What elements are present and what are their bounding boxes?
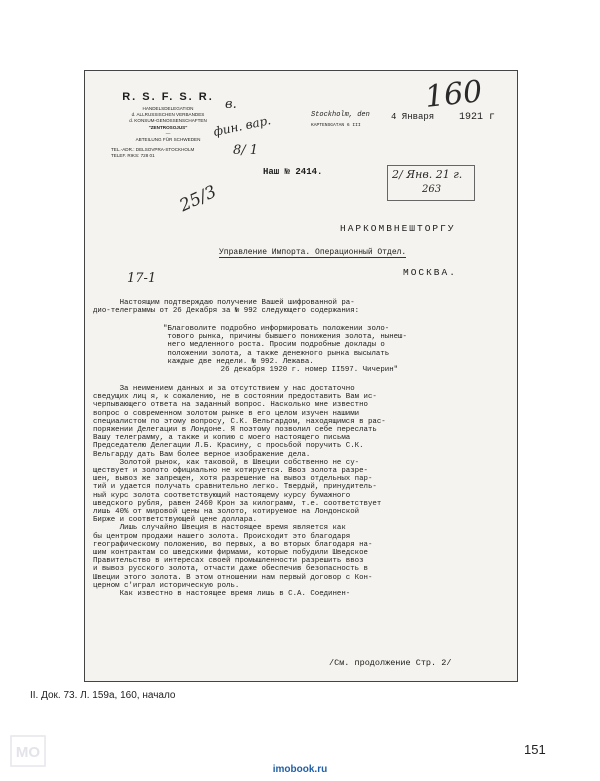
header-date-day: 4 Января [391, 112, 435, 122]
recipient-dept: Управление Импорта. Операционный Отдел. [219, 248, 407, 257]
letterhead-address: TEL.-ADR.: DELSOVPRA-STOCKHOLM [111, 147, 195, 153]
stamp-number: 263 [422, 184, 442, 195]
letterhead-phone: TELEF. RIKS: 728 01 [111, 153, 155, 159]
header-city: Stockholm, den [311, 111, 370, 119]
document-scan [84, 70, 518, 682]
letterhead-line: — [165, 130, 171, 136]
recipient-org: НАРКОМВНЕШТОРГУ [340, 223, 456, 234]
handwritten-note: 8/ 1 [233, 143, 259, 158]
body-intro: Настоящим подтверждаю получение Вашей шифрованной ра- дио-телеграммы от 26 Декабря за № 992 следующего содержания: [93, 299, 360, 316]
letterhead-org: R. S. F. S. R. [122, 91, 214, 103]
outgoing-number: Наш № 2414. [263, 167, 323, 177]
stamp-date: 2/ Янв. 21 г. [392, 168, 463, 181]
page-number: 151 [524, 742, 546, 757]
body-quoted-telegram: "Благоволите подробно информировать положении золо- тового рынка, причины бывшего понижения золота, нынеш- него медленного роста. Просим подробные доклады о положении золота, а также денежного рынка высылать каждые две недели. № 992. Лежава. 26 декабря 1920 г. номер II597. Чичерин" [163, 325, 407, 375]
svg-text:MO: MO [15, 744, 41, 761]
letterhead-line: ABTEILUNG FÜR SCHWEDEN [135, 137, 201, 143]
letterhead-line: HANDELSDELEGATION [142, 106, 194, 111]
footer-link[interactable]: imobook.ru [272, 764, 328, 775]
recipient-city: МОСКВА. [403, 267, 457, 278]
figure-caption: II. Док. 73. Л. 159а, 160, начало [30, 690, 176, 701]
letterhead-line: d. ALLRUSSISCHEN VERBANDES [131, 112, 205, 118]
handwritten-note: 25/3 [176, 181, 220, 217]
body-main-text: За неимением данных и за отсутствием у нас достаточно сведущих лиц я, к сожалению, не в состоянии предоставить Вам ис- черпывающего ответа на заданный вопрос. Насколько мне известно вопрос о современном золотом рынке в его целом изучен нашими специалистом по этому вопросу, С.К. Вельгардом, находящимся в рас- поряжении Делегации в Лондоне. Я поэтому позволил себе переслать Вашу телеграмму, а также и копию с моего настоящего письма Председателю Делегации Л.Б. Красину, с просьбой поручить С.К. Вельгарду дать Вам более верное изображение дела. Золотой рынок, как таковой, в Швеции собственно не су- ществует и золото официально не котируется. Ввоз золота разре- шен, вывоз же запрещен, хотя разрешение на вывоз отдельных пар- тий и удается получать сравнительно легко. Твердый, принудитель- ный курс золота соответствующий настоящему курсу бумажного шведского рубля, равен 2460 Крон за килограмм, т.е. соответствует лишь 40% от мировой цены на золото, котируемое на Лондонской Бирже и соответствующей цене доллара. Лишь случайно Швеция в настоящее время является как бы центром продажи нашего золота. Происходит это благодаря географическому положению, во первых, а во вторых благодаря на- шим контрактам со шведскими фирмами, которые побудили Шведское Правительство в интересах своей промышленности разрешить ввоз и вывоз русского золота, отчасти даже обеспечив безопасность в Швеции этого золота. В этом отношении нам первый договор с Кон- церном с'играл историческую роль. Как известно в настоящее время лишь в С.А. Соединен- [93, 385, 386, 599]
received-stamp [387, 165, 475, 201]
letterhead-line: d. KONSUM-GENOSSENSCHAFTEN [129, 118, 207, 124]
handwritten-note: фин. вар. [212, 113, 273, 139]
handwritten-left-number: 17-1 [127, 271, 157, 286]
handwritten-note: в. [225, 97, 237, 112]
handwritten-top-number: 160 [423, 74, 484, 115]
header-street: KAPTENSGATAN 6 III [311, 123, 361, 128]
header-date-year: 1921 г [459, 112, 496, 123]
continuation-note: /См. продолжение Стр. 2/ [329, 658, 452, 668]
letterhead-line: "ZENTROSOJUS" [148, 124, 188, 130]
watermark-logo [10, 735, 46, 767]
